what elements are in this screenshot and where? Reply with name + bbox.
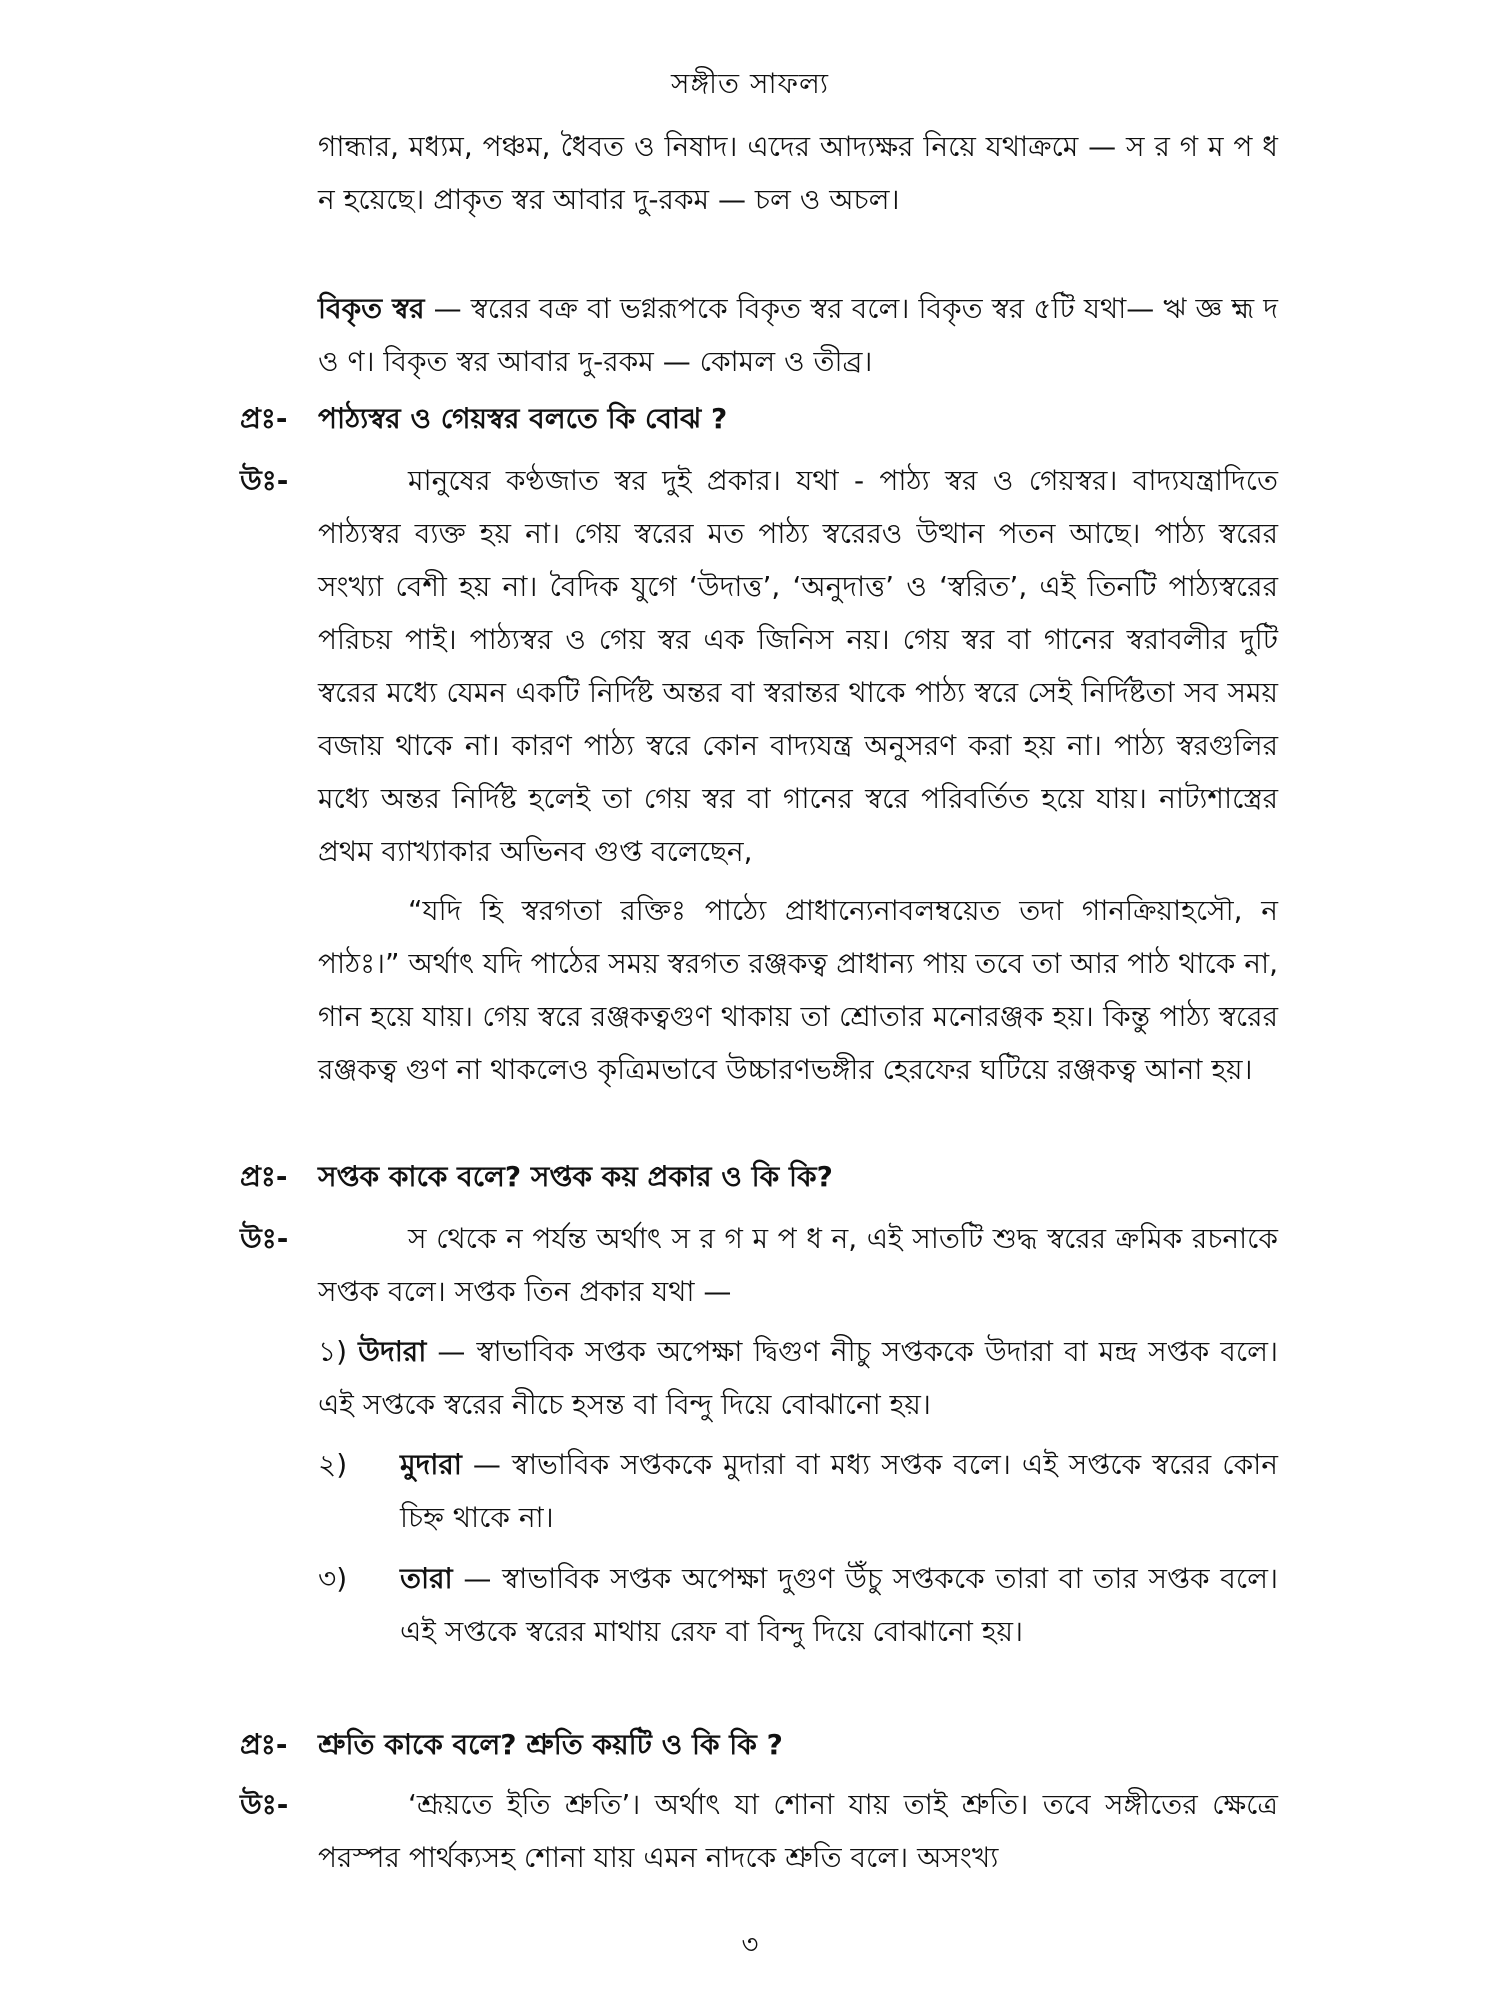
item-term: মুদারা (400, 1448, 462, 1481)
answer-label: উঃ- (240, 1222, 289, 1255)
question-label: প্রঃ- (240, 1160, 288, 1193)
item-text: — স্বাভাবিক সপ্তক অপেক্ষা দুগুণ উঁচু সপ্তককে তারা বা তার সপ্তক বলে। এই সপ্তকে স্বরের মাথায় রেফ বা বিন্দু দিয়ে বোঝানো হয়। (400, 1562, 1278, 1648)
vikrita-paragraph (318, 282, 1278, 388)
question-2: সপ্তক কাকে বলে? সপ্তক কয় প্রকার ও কি কি? (318, 1160, 833, 1193)
answer-1-paragraph-2: “যদি হি স্বরগতা রক্তিঃ পাঠ্যে প্রাধান্যেনাবলম্বয়েত তদা গানক্রিয়াহসৌ, ন পাঠঃ।” অর্থাৎ যদি পাঠের সময় স্বরগত রঞ্জকত্ব প্রাধান্য পায় তবে তা আর পাঠ থাকে না, গান হয়ে যায়। গেয় স্বরে রঞ্জকত্বগুণ থাকায় তা শ্রোতার মনোরঞ্জক হয়। কিন্তু পাঠ্য স্বরের রঞ্জকত্ব গুণ না থাকলেও কৃত্রিমভাবে উচ্চারণভঙ্গীর হেরফের ঘটিয়ে রঞ্জকত্ব আনা হয়। (318, 894, 1278, 1086)
vikrita-term: বিকৃত স্বর (318, 292, 425, 325)
question-1: পাঠ্যস্বর ও গেয়স্বর বলতে কি বোঝ ? (318, 402, 728, 435)
answer-label: উঃ- (240, 464, 289, 497)
saptak-item-1 (318, 1325, 1278, 1431)
answer-3-paragraph: ‘শ্রূয়তে ইতি শ্রুতি’। অর্থাৎ যা শোনা যায় তাই শ্রুতি। তবে সঙ্গীতের ক্ষেত্রে পরস্পর পার্থক্যসহ শোনা যায় এমন নাদকে শ্রুতি বলে। অসংখ্য (318, 1788, 1278, 1874)
item-text: — স্বাভাবিক সপ্তককে মুদারা বা মধ্য সপ্তক বলে। এই সপ্তকে স্বরের কোন চিহ্ন থাকে না। (400, 1448, 1278, 1534)
intro-paragraph: গান্ধার, মধ্যম, পঞ্চম, ধৈবত ও নিষাদ। এদের আদ্যক্ষর নিয়ে যথাক্রমে — স র গ ম প ধ ন হয়েছে। প্রাকৃত স্বর আবার দু-রকম — চল ও অচল। (318, 130, 1278, 216)
page-number: ৩ (741, 1930, 759, 1960)
item-term: তারা (400, 1562, 453, 1595)
saptak-item-2 (400, 1438, 1278, 1544)
saptak-item-3 (400, 1552, 1278, 1658)
item-number: ১) (318, 1335, 348, 1368)
question-label: প্রঃ- (240, 402, 288, 435)
answer-2-intro: স থেকে ন পর্যন্ত অর্থাৎ স র গ ম প ধ ন, এই সাতটি শুদ্ধ স্বরের ক্রমিক রচনাকে সপ্তক বলে। সপ্তক তিন প্রকার যথা — (318, 1222, 1278, 1308)
question-3: শ্রুতি কাকে বলে? শ্রুতি কয়টি ও কি কি ? (318, 1728, 783, 1761)
item-term: উদারা (358, 1335, 427, 1368)
running-header: সঙ্গীত সাফল্য (670, 67, 830, 100)
item-number: ৩) (318, 1562, 348, 1595)
answer-label: উঃ- (240, 1788, 289, 1821)
question-label: প্রঃ- (240, 1728, 288, 1761)
item-number: ২) (318, 1448, 348, 1481)
answer-1-paragraph-1: মানুষের কণ্ঠজাত স্বর দুই প্রকার। যথা - পাঠ্য স্বর ও গেয়স্বর। বাদ্যযন্ত্রাদিতে পাঠ্যস্বর ব্যক্ত হয় না। গেয় স্বরের মত পাঠ্য স্বরেরও উত্থান পতন আছে। পাঠ্য স্বরের সংখ্যা বেশী হয় না। বৈদিক যুগে ‘উদাত্ত’, ‘অনুদাত্ত’ ও ‘স্বরিত’, এই তিনটি পাঠ্যস্বরের পরিচয় পাই। পাঠ্যস্বর ও গেয় স্বর এক জিনিস নয়। গেয় স্বর বা গানের স্বরাবলীর দুটি স্বরের মধ্যে যেমন একটি নির্দিষ্ট অন্তর বা স্বরান্তর থাকে পাঠ্য স্বরে সেই নির্দিষ্টতা সব সময় বজায় থাকে না। কারণ পাঠ্য স্বরে কোন বাদ্যযন্ত্র অনুসরণ করা হয় না। পাঠ্য স্বরগুলির মধ্যে অন্তর নির্দিষ্ট হলেই তা গেয় স্বর বা গানের স্বরে পরিবর্তিত হয়ে যায়। নাট্যশাস্ত্রের প্রথম ব্যাখ্যাকার অভিনব গুপ্ত বলেছেন, (318, 464, 1278, 868)
vikrita-text: — স্বরের বক্র বা ভগ্নরূপকে বিকৃত স্বর বলে। বিকৃত স্বর ৫টি যথা— ঋ জ্ঞ হ্ম দ ও ণ। বিকৃত স্বর আবার দু-রকম — কোমল ও তীব্র। (318, 292, 1278, 378)
item-text: — স্বাভাবিক সপ্তক অপেক্ষা দ্বিগুণ নীচু সপ্তককে উদারা বা মন্দ্র সপ্তক বলে। এই সপ্তকে স্বরের নীচে হসন্ত বা বিন্দু দিয়ে বোঝানো হয়। (318, 1335, 1278, 1421)
